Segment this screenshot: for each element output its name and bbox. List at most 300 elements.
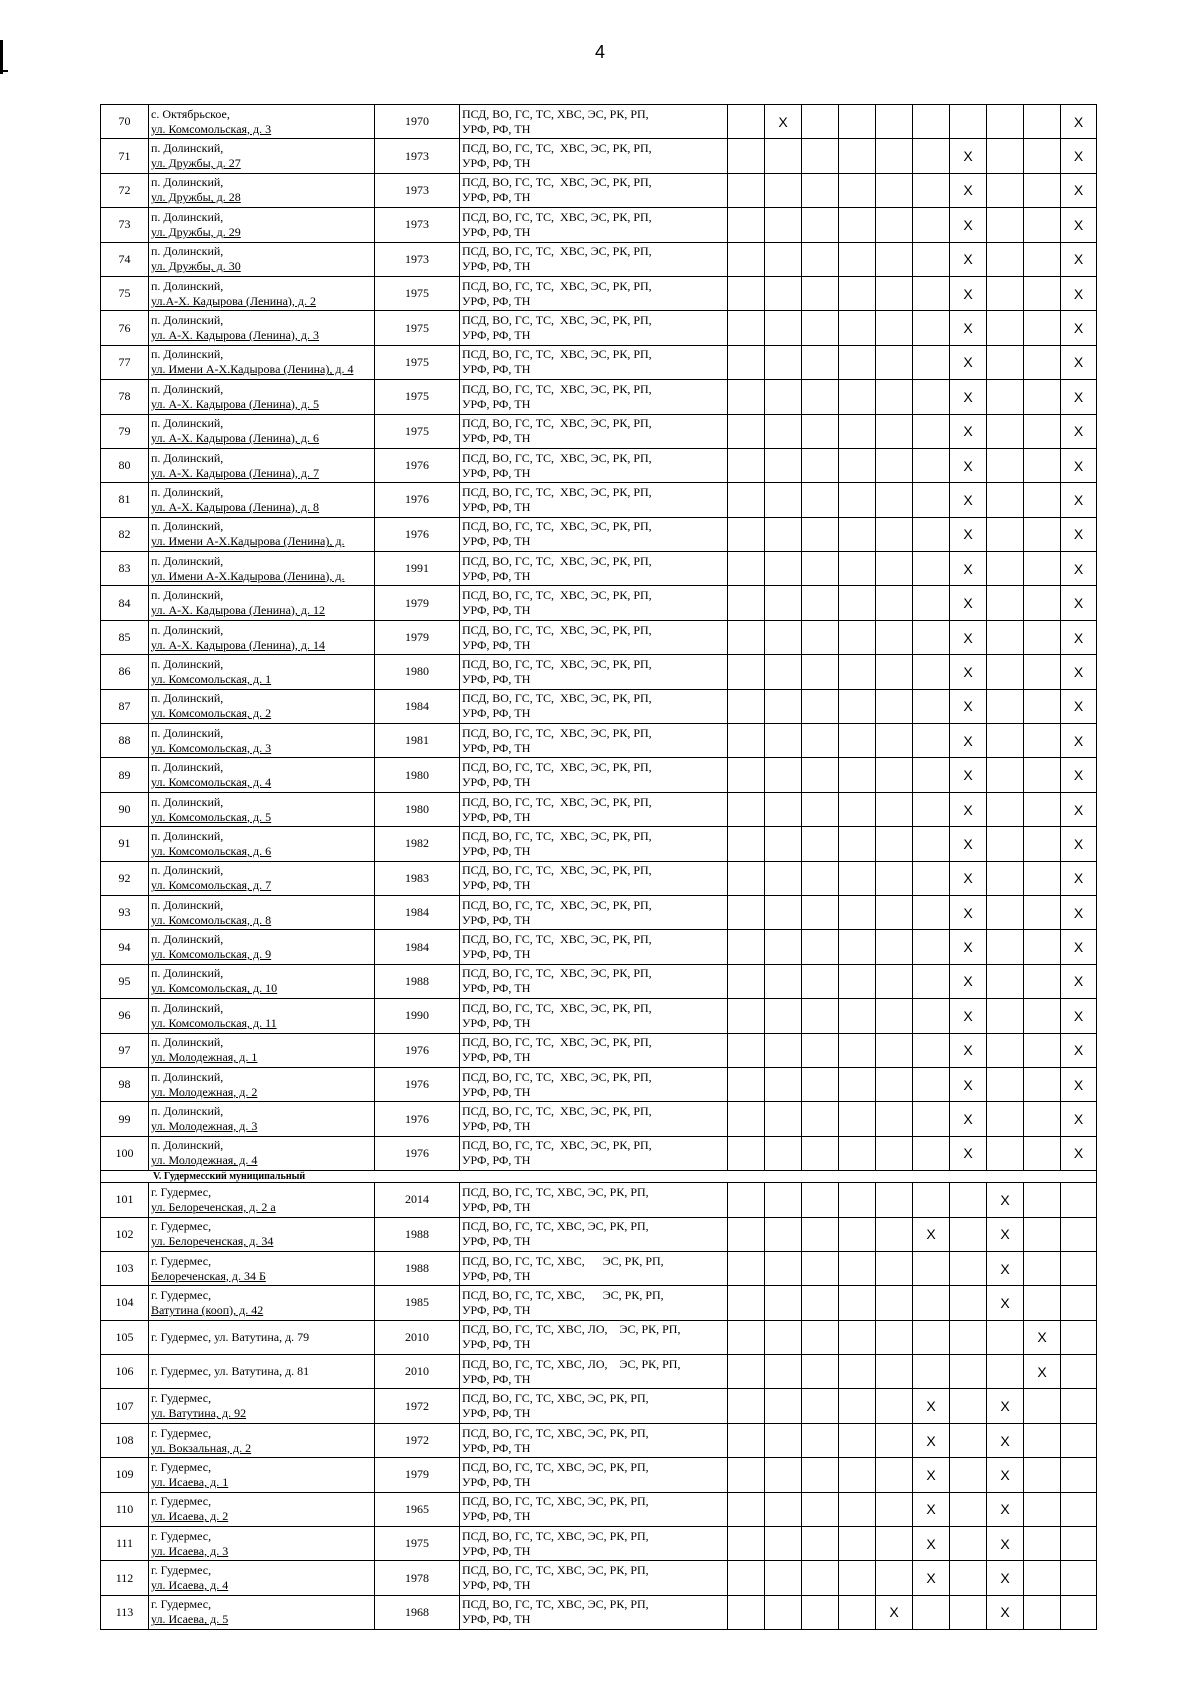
mark-cell <box>987 380 1024 414</box>
year-cell: 1968 <box>375 1595 460 1629</box>
mark-cell <box>987 930 1024 964</box>
address-line-1: п. Долинский, <box>151 656 224 671</box>
services-cell <box>460 483 728 517</box>
mark-cell <box>839 1286 876 1320</box>
mark-cell <box>765 1183 802 1217</box>
mark-cell <box>839 999 876 1033</box>
mark-cell <box>1024 655 1061 689</box>
year-cell: 1984 <box>375 895 460 929</box>
mark-cell <box>728 173 765 207</box>
address-line-2: ул. Комсомольская, д. 5 <box>151 809 272 824</box>
services-line-1: ПСД, ВО, ГС, ТС, ХВС, ЭС, РК, РП, <box>462 519 652 534</box>
mark-cell: X <box>1061 552 1097 586</box>
mark-cell <box>765 1492 802 1526</box>
address-line-2: ул. Молодежная, д. 1 <box>151 1050 258 1065</box>
mark-cell <box>802 827 839 861</box>
mark-cell <box>913 792 950 826</box>
services-cell <box>460 208 728 242</box>
table-row <box>101 999 1097 1033</box>
services-line-2: УРФ, РФ, ТН <box>462 1050 531 1065</box>
mark-cell <box>913 276 950 310</box>
year-cell: 1975 <box>375 380 460 414</box>
address-line-1: п. Долинский, <box>151 725 224 740</box>
mark-cell <box>913 311 950 345</box>
mark-cell: X <box>950 173 987 207</box>
mark-cell <box>950 1217 987 1251</box>
mark-cell <box>1024 1286 1061 1320</box>
mark-cell <box>913 1183 950 1217</box>
mark-cell: X <box>913 1527 950 1561</box>
address-cell <box>149 1458 375 1492</box>
mark-cell <box>839 1561 876 1595</box>
address-line-2: ул. Исаева, д. 5 <box>151 1612 229 1627</box>
row-number: 112 <box>101 1561 149 1595</box>
mark-cell <box>728 1492 765 1526</box>
row-number: 106 <box>101 1355 149 1389</box>
mark-cell <box>876 1136 913 1170</box>
mark-cell <box>1024 345 1061 379</box>
address-line-2: ул. Комсомольская, д. 2 <box>151 706 272 721</box>
mark-cell <box>728 208 765 242</box>
mark-cell: X <box>950 964 987 998</box>
row-number: 87 <box>101 689 149 723</box>
year-cell: 2010 <box>375 1355 460 1389</box>
row-number: 104 <box>101 1286 149 1320</box>
services-line-1: ПСД, ВО, ГС, ТС, ХВС, ЭС, РК, РП, <box>462 209 652 224</box>
mark-cell <box>728 827 765 861</box>
mark-cell <box>1024 758 1061 792</box>
table-row <box>101 1320 1097 1354</box>
mark-cell <box>839 1595 876 1629</box>
table-row <box>101 345 1097 379</box>
mark-cell <box>728 1423 765 1457</box>
table-row <box>101 208 1097 242</box>
mark-cell: X <box>950 208 987 242</box>
mark-cell <box>802 1286 839 1320</box>
mark-cell <box>987 999 1024 1033</box>
address-cell <box>149 1102 375 1136</box>
mark-cell <box>876 448 913 482</box>
year-cell: 1973 <box>375 173 460 207</box>
mark-cell <box>728 311 765 345</box>
row-number: 71 <box>101 139 149 173</box>
row-number: 81 <box>101 483 149 517</box>
mark-cell <box>913 1102 950 1136</box>
mark-cell: X <box>950 724 987 758</box>
mark-cell <box>765 620 802 654</box>
mark-cell <box>728 1102 765 1136</box>
year-cell: 1988 <box>375 1217 460 1251</box>
mark-cell <box>913 105 950 139</box>
mark-cell <box>1024 1067 1061 1101</box>
mark-cell: X <box>950 345 987 379</box>
mark-cell <box>802 139 839 173</box>
mark-cell <box>876 552 913 586</box>
address-line-2: ул. Комсомольская, д. 3 <box>151 740 272 755</box>
address-cell <box>149 999 375 1033</box>
row-number: 92 <box>101 861 149 895</box>
mark-cell <box>876 311 913 345</box>
address-cell <box>149 689 375 723</box>
address-line-1: г. Гудермес, <box>151 1459 212 1474</box>
mark-cell <box>1024 208 1061 242</box>
year-cell: 1978 <box>375 1561 460 1595</box>
mark-cell: X <box>1061 827 1097 861</box>
address-line-2: ул. Комсомольская, д. 8 <box>151 912 272 927</box>
mark-cell <box>765 242 802 276</box>
mark-cell <box>802 999 839 1033</box>
mark-cell: X <box>1061 173 1097 207</box>
address-cell <box>149 1389 375 1423</box>
mark-cell <box>728 792 765 826</box>
mark-cell <box>728 655 765 689</box>
mark-cell <box>913 173 950 207</box>
mark-cell <box>1061 1527 1097 1561</box>
services-line-1: ПСД, ВО, ГС, ТС, ХВС, ЭС, РК, РП, <box>462 760 652 775</box>
mark-cell <box>802 311 839 345</box>
row-number: 91 <box>101 827 149 861</box>
row-number: 111 <box>101 1527 149 1561</box>
services-line-2: УРФ, РФ, ТН <box>462 912 531 927</box>
address-line-1: г. Гудермес, <box>151 1287 212 1302</box>
mark-cell: X <box>950 1067 987 1101</box>
services-line-1: ПСД, ВО, ГС, ТС, ХВС, ЭС, РК, РП, <box>462 1391 649 1406</box>
year-cell: 1970 <box>375 105 460 139</box>
services-cell <box>460 1458 728 1492</box>
services-line-1: ПСД, ВО, ГС, ТС, ХВС, ЭС, РК, РП, <box>462 863 652 878</box>
mark-cell <box>950 1458 987 1492</box>
mark-cell <box>1024 1136 1061 1170</box>
services-line-2: УРФ, РФ, ТН <box>462 1612 531 1627</box>
mark-cell <box>765 655 802 689</box>
services-line-2: УРФ, РФ, ТН <box>462 396 531 411</box>
mark-cell <box>1061 1320 1097 1354</box>
address-line-2: ул. Ватутина, д. 92 <box>151 1406 247 1421</box>
services-line-1: ПСД, ВО, ГС, ТС, ХВС, ЭС, РК, РП, <box>462 828 652 843</box>
year-cell: 1981 <box>375 724 460 758</box>
row-number: 110 <box>101 1492 149 1526</box>
services-line-1: ПСД, ВО, ГС, ТС, ХВС, ЭС, РК, РП, <box>462 1494 649 1509</box>
mark-cell <box>876 208 913 242</box>
mark-cell <box>1024 861 1061 895</box>
mark-cell <box>876 964 913 998</box>
mark-cell: X <box>987 1423 1024 1457</box>
address-cell <box>149 448 375 482</box>
year-cell: 1991 <box>375 552 460 586</box>
year-cell: 2014 <box>375 1183 460 1217</box>
services-line-1: ПСД, ВО, ГС, ТС, ХВС, ЭС, РК, РП, <box>462 1287 664 1302</box>
services-cell <box>460 276 728 310</box>
mark-cell <box>876 861 913 895</box>
mark-cell <box>728 1251 765 1285</box>
mark-cell <box>765 1527 802 1561</box>
mark-cell <box>913 483 950 517</box>
mark-cell <box>765 1286 802 1320</box>
mark-cell <box>839 1423 876 1457</box>
services-line-2: УРФ, РФ, ТН <box>462 1474 531 1489</box>
table-body <box>101 105 1097 1630</box>
address-line-2: ул. Имени А-Х.Кадырова (Ленина), д. <box>151 568 345 583</box>
mark-cell: X <box>913 1217 950 1251</box>
mark-cell <box>1024 1561 1061 1595</box>
row-number: 89 <box>101 758 149 792</box>
mark-cell: X <box>1061 380 1097 414</box>
address-cell <box>149 1217 375 1251</box>
mark-cell: X <box>1061 208 1097 242</box>
services-cell <box>460 792 728 826</box>
mark-cell <box>876 483 913 517</box>
services-line-1: ПСД, ВО, ГС, ТС, ХВС, ЭС, РК, РП, <box>462 1000 652 1015</box>
address-line-2: ул. Молодежная, д. 4 <box>151 1153 258 1168</box>
address-line-2: ул. Имени А-Х.Кадырова (Ленина), д. 4 <box>151 362 354 377</box>
mark-cell <box>728 414 765 448</box>
services-line-1: ПСД, ВО, ГС, ТС, ХВС, ЭС, РК, РП, <box>462 175 652 190</box>
mark-cell <box>913 345 950 379</box>
mark-cell <box>765 1389 802 1423</box>
services-line-2: УРФ, РФ, ТН <box>462 1015 531 1030</box>
services-line-1: ПСД, ВО, ГС, ТС, ХВС, ЭС, РК, РП, <box>462 897 652 912</box>
mark-cell <box>913 1251 950 1285</box>
table-row <box>101 827 1097 861</box>
services-cell <box>460 620 728 654</box>
address-line-1: г. Гудермес, <box>151 1494 212 1509</box>
services-line-2: УРФ, РФ, ТН <box>462 1543 531 1558</box>
mark-cell <box>876 1102 913 1136</box>
mark-cell <box>1024 827 1061 861</box>
mark-cell <box>728 1286 765 1320</box>
services-line-1: ПСД, ВО, ГС, ТС, ХВС, ЭС, РК, РП, <box>462 1219 649 1234</box>
table-row <box>101 517 1097 551</box>
mark-cell <box>1024 139 1061 173</box>
row-number: 113 <box>101 1595 149 1629</box>
mark-cell <box>802 724 839 758</box>
mark-cell <box>839 1102 876 1136</box>
table-row <box>101 414 1097 448</box>
mark-cell <box>876 895 913 929</box>
mark-cell <box>802 1033 839 1067</box>
address-cell <box>149 1067 375 1101</box>
services-line-2: УРФ, РФ, ТН <box>462 1234 531 1249</box>
mark-cell <box>1061 1355 1097 1389</box>
mark-cell <box>876 1183 913 1217</box>
mark-cell <box>765 964 802 998</box>
mark-cell <box>1024 792 1061 826</box>
mark-cell <box>1024 1217 1061 1251</box>
mark-cell <box>987 139 1024 173</box>
services-cell <box>460 1423 728 1457</box>
mark-cell <box>839 105 876 139</box>
mark-cell <box>802 345 839 379</box>
mark-cell: X <box>1061 1102 1097 1136</box>
mark-cell <box>802 1136 839 1170</box>
mark-cell <box>876 1423 913 1457</box>
year-cell: 1976 <box>375 517 460 551</box>
mark-cell <box>839 276 876 310</box>
mark-cell: X <box>1061 758 1097 792</box>
address-line-1: п. Долинский, <box>151 1138 224 1153</box>
mark-cell: X <box>950 827 987 861</box>
mark-cell <box>1024 1423 1061 1457</box>
services-line-2: УРФ, РФ, ТН <box>462 1268 531 1283</box>
address-line-1: п. Долинский, <box>151 553 224 568</box>
services-cell <box>460 895 728 929</box>
mark-cell <box>987 311 1024 345</box>
mark-cell: X <box>987 1527 1024 1561</box>
mark-cell: X <box>1061 1067 1097 1101</box>
address-line-1: г. Гудермес, <box>151 1391 212 1406</box>
mark-cell <box>802 414 839 448</box>
mark-cell: X <box>950 689 987 723</box>
services-cell <box>460 827 728 861</box>
mark-cell <box>876 999 913 1033</box>
year-cell: 1965 <box>375 1492 460 1526</box>
mark-cell: X <box>950 758 987 792</box>
mark-cell <box>913 895 950 929</box>
address-cell <box>149 242 375 276</box>
year-cell: 1976 <box>375 1102 460 1136</box>
mark-cell <box>1024 1183 1061 1217</box>
table-row <box>101 311 1097 345</box>
address-cell <box>149 483 375 517</box>
services-line-2: УРФ, РФ, ТН <box>462 603 531 618</box>
mark-cell <box>1024 586 1061 620</box>
services-cell <box>460 689 728 723</box>
mark-cell: X <box>950 999 987 1033</box>
mark-cell <box>913 208 950 242</box>
mark-cell <box>839 1320 876 1354</box>
mark-cell <box>876 1033 913 1067</box>
mark-cell <box>839 1067 876 1101</box>
table-row <box>101 1355 1097 1389</box>
mark-cell <box>802 1595 839 1629</box>
table-row <box>101 1102 1097 1136</box>
mark-cell: X <box>913 1423 950 1457</box>
mark-cell <box>765 792 802 826</box>
address-line-1: п. Долинский, <box>151 622 224 637</box>
address-line-2: ул. Исаева, д. 1 <box>151 1474 229 1489</box>
mark-cell <box>987 792 1024 826</box>
table-row <box>101 552 1097 586</box>
mark-cell <box>802 586 839 620</box>
mark-cell <box>1024 380 1061 414</box>
mark-cell <box>728 1183 765 1217</box>
mark-cell <box>876 1527 913 1561</box>
services-line-1: ПСД, ВО, ГС, ТС, ХВС, ЭС, РК, РП, <box>462 1425 649 1440</box>
table-row <box>101 655 1097 689</box>
mark-cell <box>802 758 839 792</box>
services-cell <box>460 1492 728 1526</box>
services-cell <box>460 1136 728 1170</box>
mark-cell <box>765 139 802 173</box>
row-number: 94 <box>101 930 149 964</box>
services-line-2: УРФ, РФ, ТН <box>462 328 531 343</box>
mark-cell <box>1061 1492 1097 1526</box>
mark-cell <box>802 380 839 414</box>
address-cell <box>149 345 375 379</box>
mark-cell <box>876 689 913 723</box>
page-number: 4 <box>594 42 605 62</box>
services-line-2: УРФ, РФ, ТН <box>462 259 531 274</box>
mark-cell <box>728 552 765 586</box>
mark-cell <box>876 276 913 310</box>
services-cell <box>460 1320 728 1354</box>
mark-cell <box>728 517 765 551</box>
mark-cell <box>987 242 1024 276</box>
mark-cell <box>765 1251 802 1285</box>
services-line-1: ПСД, ВО, ГС, ТС, ХВС, ЭС, РК, РП, <box>462 1104 652 1119</box>
mark-cell <box>839 1183 876 1217</box>
mark-cell <box>1024 620 1061 654</box>
year-cell: 1979 <box>375 586 460 620</box>
address-line-1: г. Гудермес, <box>151 1597 212 1612</box>
mark-cell <box>765 724 802 758</box>
mark-cell <box>802 1217 839 1251</box>
services-line-1: ПСД, ВО, ГС, ТС, ХВС, ЭС, РК, РП, <box>462 1597 649 1612</box>
mark-cell <box>1024 1458 1061 1492</box>
mark-cell <box>728 758 765 792</box>
mark-cell: X <box>950 792 987 826</box>
mark-cell <box>765 1595 802 1629</box>
table-row <box>101 1389 1097 1423</box>
row-number: 77 <box>101 345 149 379</box>
year-cell: 1984 <box>375 930 460 964</box>
table-row <box>101 1286 1097 1320</box>
mark-cell <box>728 276 765 310</box>
services-line-2: УРФ, РФ, ТН <box>462 1153 531 1168</box>
address-line-1: г. Гудермес, <box>151 1425 212 1440</box>
mark-cell <box>839 139 876 173</box>
mark-cell <box>876 380 913 414</box>
row-number: 83 <box>101 552 149 586</box>
mark-cell: X <box>950 1033 987 1067</box>
services-line-2: УРФ, РФ, ТН <box>462 293 531 308</box>
year-cell: 1976 <box>375 1067 460 1101</box>
mark-cell <box>802 552 839 586</box>
mark-cell <box>987 1067 1024 1101</box>
mark-cell <box>987 620 1024 654</box>
address-line-1: п. Долинский, <box>151 932 224 947</box>
mark-cell <box>876 930 913 964</box>
year-cell: 1972 <box>375 1389 460 1423</box>
mark-cell <box>839 827 876 861</box>
address-line-2: ул. А-Х. Кадырова (Ленина), д. 12 <box>151 603 326 618</box>
row-number: 109 <box>101 1458 149 1492</box>
mark-cell <box>839 345 876 379</box>
services-line-1: ПСД, ВО, ГС, ТС, ХВС, ЭС, РК, РП, <box>462 932 652 947</box>
mark-cell: X <box>1061 964 1097 998</box>
services-line-1: ПСД, ВО, ГС, ТС, ХВС, ЭС, РК, РП, <box>462 1253 664 1268</box>
address-cell <box>149 620 375 654</box>
mark-cell: X <box>1061 586 1097 620</box>
year-cell: 1975 <box>375 345 460 379</box>
mark-cell <box>876 1286 913 1320</box>
mark-cell <box>765 1561 802 1595</box>
mark-cell <box>876 139 913 173</box>
mark-cell <box>765 1136 802 1170</box>
year-cell: 1976 <box>375 483 460 517</box>
mark-cell <box>728 1527 765 1561</box>
mark-cell <box>876 586 913 620</box>
services-cell <box>460 345 728 379</box>
mark-cell <box>765 1033 802 1067</box>
services-cell <box>460 517 728 551</box>
table-row <box>101 1561 1097 1595</box>
mark-cell <box>802 517 839 551</box>
services-cell <box>460 964 728 998</box>
services-line-2: УРФ, РФ, ТН <box>462 1084 531 1099</box>
address-cell <box>149 1423 375 1457</box>
mark-cell <box>728 380 765 414</box>
